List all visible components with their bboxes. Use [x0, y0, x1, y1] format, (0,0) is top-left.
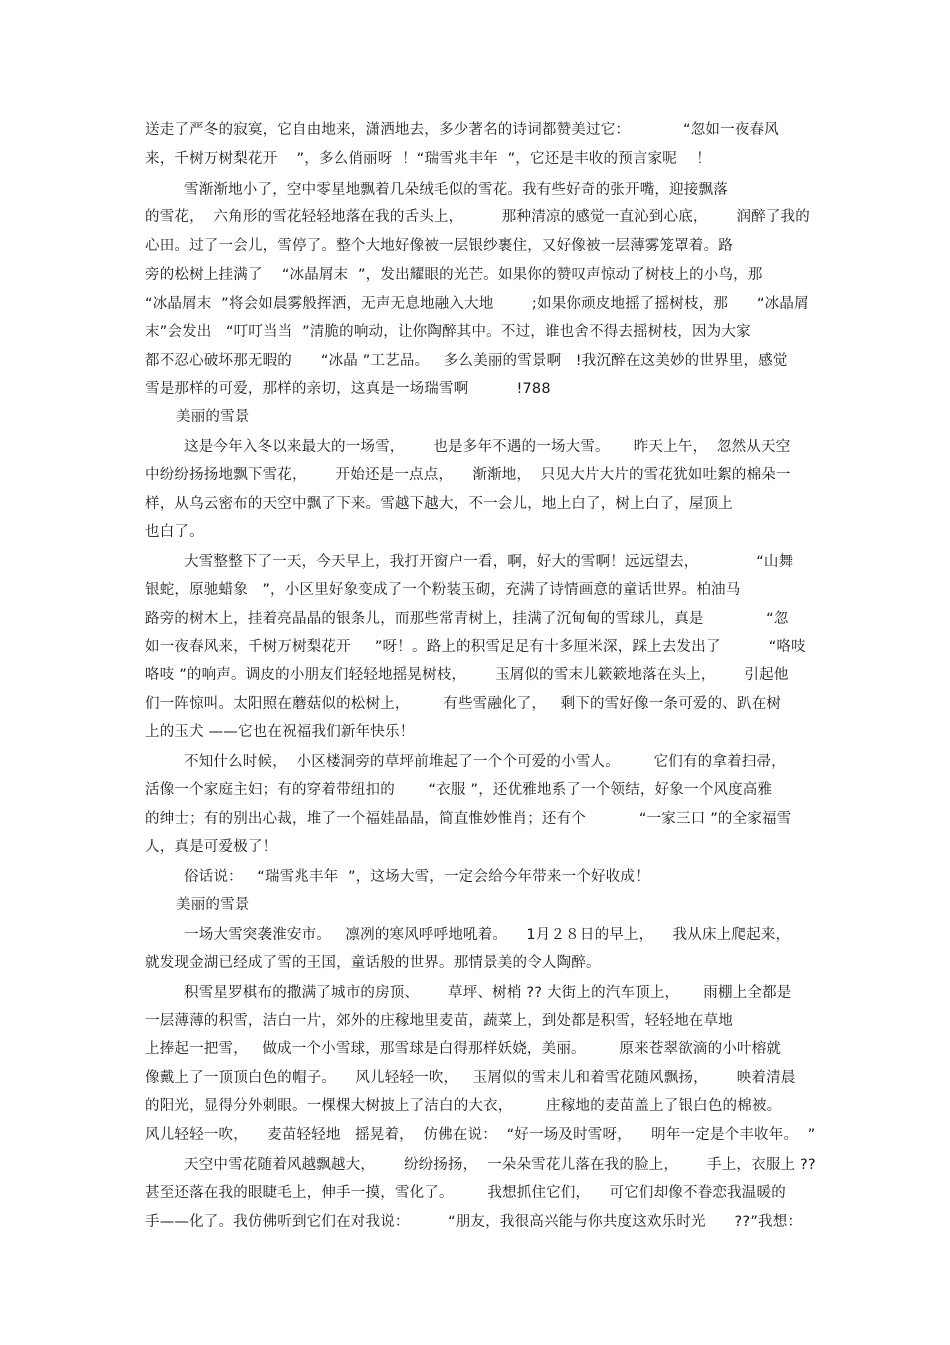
text-line: 大雪整整下了一天，今天早上，我打开窗户一看，啊，好大的雪啊！远远望去， “山舞 [184, 554, 794, 570]
text-line: 上捧起一把雪， 做成一个小雪球，那雪球是白得那样妖娆，美丽。 原来苍翠欲滴的小叶榕就 [145, 1041, 782, 1057]
text-line: 这是今年入冬以来最大的一场雪， 也是多年不遇的一场大雪。 昨天上午， 忽然从天空 [184, 439, 791, 455]
text-line: 的雪花， 六角形的雪花轻轻地落在我的舌头上， 那种清凉的感觉一直沁到心底， 润醉了我的 [145, 209, 810, 225]
text-line: 如一夜春风来，千树万树梨花开 ”呀！。路上的积雪足足有十多厘米深，踩上去发出了 “咯吱 [145, 639, 806, 655]
text-line: 甚至还落在我的眼睫毛上，伸手一摸，雪化了。 我想抓住它们， 可它们却像不眷恋我温暖的 [145, 1185, 786, 1201]
text-line: 一场大雪突袭淮安市。 凛冽的寒风呼呼地吼着。 1月２８日的早上， 我从床上爬起来， [184, 927, 791, 943]
section-heading: 美丽的雪景 [176, 897, 250, 913]
text-line: 旁的松树上挂满了 “冰晶屑末 ”，发出耀眼的光芒。如果你的赞叹声惊动了树枝上的小鸟，那 [145, 267, 763, 283]
text-line: “冰晶屑末 ”将会如晨雾般挥洒，无声无息地融入大地 ;如果你顽皮地摇了摇树枝，那 “冰晶屑 [145, 296, 809, 312]
text-line: 一层薄薄的积雪，洁白一片，郊外的庄稼地里麦苗，蔬菜上，到处都是积雪，轻轻地在草地 [145, 1013, 733, 1029]
text-line: 俗话说： “瑞雪兆丰年 ”，这场大雪，一定会给今年带来一个好收成！ [184, 869, 650, 885]
text-line: 中纷纷扬扬地飘下雪花， 开始还是一点点， 渐渐地， 只见大片大片的雪花犹如吐絮的棉朵一 [145, 467, 791, 483]
text-line: 样，从乌云密布的天空中飘了下来。雪越下越大，不一会儿，地上白了，树上白了，屋顶上 [145, 496, 733, 512]
text-line: 银蛇，原驰蜡象 ”，小区里好象变成了一个粉装玉砌，充满了诗情画意的童话世界。柏油马 [145, 582, 741, 598]
text-line: 咯吱 ”的响声。调皮的小朋友们轻轻地摇晃树枝， 玉屑似的雪末儿簌簌地落在头上， 引起他 [145, 667, 789, 683]
text-line: 也白了。 [145, 524, 204, 540]
text-line: 人，真是可爱极了！ [145, 839, 278, 855]
text-line: 像戴上了一顶顶白色的帽子。 风儿轻轻一吹， 玉屑似的雪末儿和着雪花随风飘扬， 映着清晨 [145, 1070, 796, 1086]
text-line: 手——化了。我仿佛听到它们在对我说： “朋友，我很高兴能与你共度这欢乐时光 ??”我想： [145, 1214, 803, 1230]
text-line: 都不忍心破坏那无暇的 “冰晶 ”工艺品。 多么美丽的雪景啊 !我沉醉在这美妙的世界里，感觉 [145, 353, 788, 369]
text-line: 送走了严冬的寂寞，它自由地来，潇洒地去，多少著名的诗词都赞美过它： “忽如一夜春风 [145, 122, 779, 138]
text-line: 来，千树万树梨花开 ”，多么俏丽呀 ！“瑞雪兆丰年 ”，它还是丰收的预言家呢 ！ [145, 151, 711, 167]
text-line: 雪渐渐地小了，空中零星地飘着几朵绒毛似的雪花。我有些好奇的张开嘴，迎接飘落 [184, 182, 728, 198]
text-line: 活像一个家庭主妇；有的穿着带纽扣的 “衣服 ”，还优雅地系了一个领结，好象一个风度高雅 [145, 782, 773, 798]
text-line: 上的玉犬 ——它也在祝福我们新年快乐！ [145, 724, 415, 740]
text-line: 不知什么时候， 小区楼洞旁的草坪前堆起了一个个可爱的小雪人。 它们有的拿着扫帚， [184, 754, 786, 770]
text-line: 们一阵惊叫。太阳照在蘑菇似的松树上， 有些雪融化了， 剩下的雪好像一条可爱的、趴在树 [145, 696, 782, 712]
text-line: 末”会发出 “叮叮当当 ”清脆的响动，让你陶醉其中。不过，谁也舍不得去摇树枝，因为大家 [145, 324, 751, 340]
section-heading: 美丽的雪景 [176, 409, 250, 425]
text-line: 的阳光，显得分外刺眼。一棵棵大树披上了洁白的大衣， 庄稼地的麦苗盖上了银白色的棉被。 [145, 1098, 782, 1114]
text-line: 心田。过了一会儿，雪停了。整个大地好像被一层银纱裹住，又好像被一层薄雾笼罩着。路 [145, 238, 733, 254]
text-line: 路旁的树木上，挂着亮晶晶的银条儿，而那些常青树上，挂满了沉甸甸的雪球儿，真是 “忽 [145, 611, 789, 627]
text-line: 雪是那样的可爱，那样的亲切，这真是一场瑞雪啊 !788 [145, 381, 551, 397]
text-line: 积雪星罗棋布的撒满了城市的房顶、 草坪、树梢 ?? 大街上的汽车顶上， 雨棚上全都是 [184, 985, 792, 1001]
text-line: 风儿轻轻一吹， 麦苗轻轻地 摇晃着， 仿佛在说： “好一场及时雪呀， 明年一定是个丰收年。 ” [145, 1127, 816, 1143]
text-line: 的绅士；有的别出心裁，堆了一个福娃晶晶，简直惟妙惟肖；还有个 “一家三口 ”的全家福雪 [145, 811, 792, 827]
text-line: 天空中雪花随着风越飘越大， 纷纷扬扬， 一朵朵雪花儿落在我的脸上， 手上，衣服上 ?? [184, 1157, 816, 1173]
text-line: 就发现金湖已经成了雪的王国，童话般的世界。那情景美的令人陶醉。 [145, 955, 601, 971]
